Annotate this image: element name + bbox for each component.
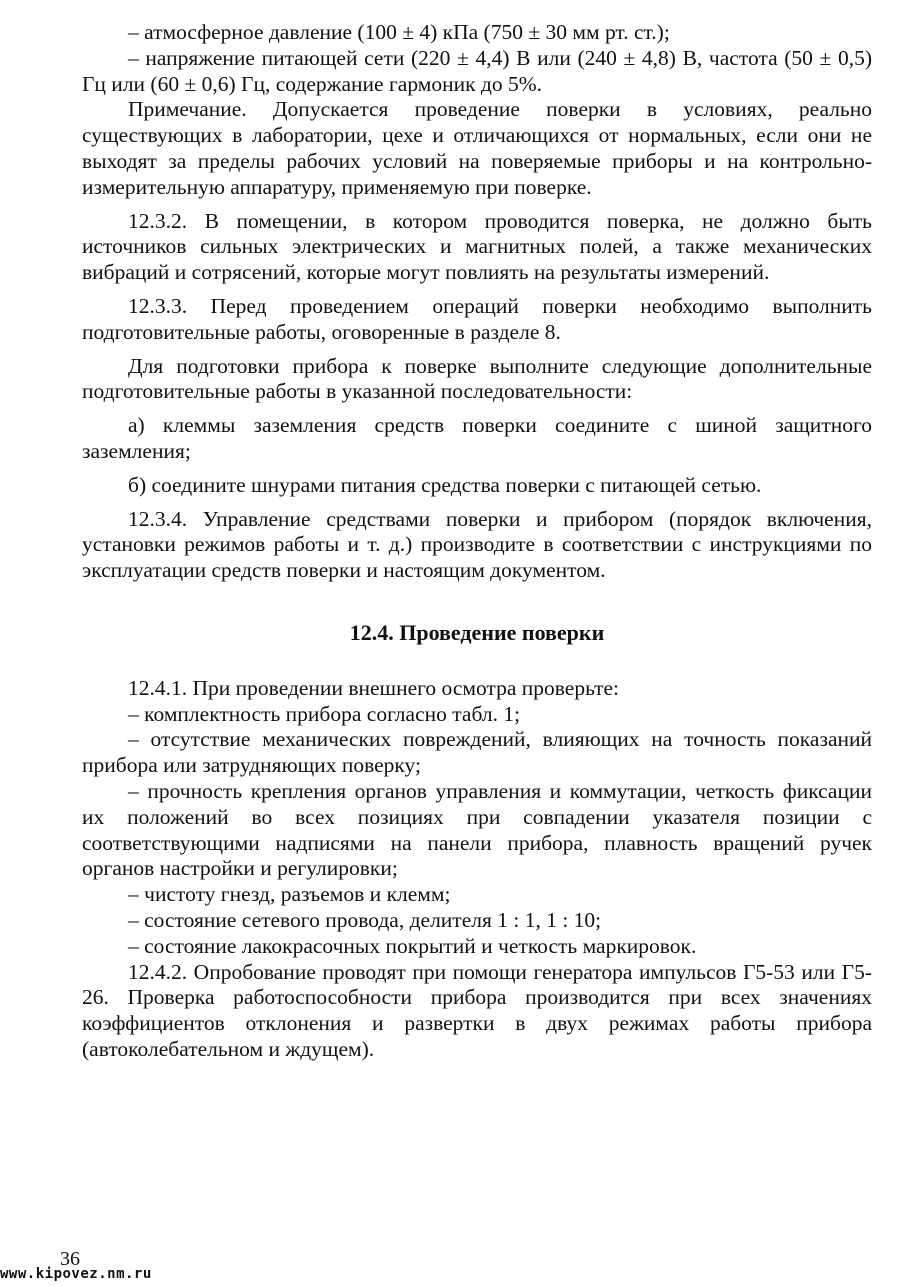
paragraph-p8: б) соедините шнурами питания средства поверки с питающей сетью. bbox=[128, 472, 762, 497]
paragraph-q3: – отсутствие механических повреждений, влияющих на точность показаний прибора или затрудняющих поверку; bbox=[82, 727, 872, 778]
paragraph-q1: 12.4.1. При проведении внешнего осмотра проверьте: bbox=[128, 675, 619, 700]
paragraph-p6: Для подготовки прибора к поверке выполните следующие дополнительные подготовительные работы в указанной последовательности: bbox=[82, 353, 872, 404]
paragraph-q7: – состояние лакокрасочных покрытий и четкость маркировок. bbox=[128, 933, 697, 958]
paragraph-q8: 12.4.2. Опробование проводят при помощи генератора импульсов Г5-53 или Г5-26. Проверка работоспособности прибора производится при всех значениях коэффициентов отклонения и развертки в двух режимах работы прибора (автоколебательном и ждущем). bbox=[82, 959, 872, 1061]
page-number: 36 bbox=[60, 1248, 80, 1270]
text-block-bottom bbox=[82, 676, 872, 1063]
paragraph-p9: 12.3.4. Управление средствами поверки и прибором (порядок включения, установки режимов работы и т. д.) производите в соответствии с инструкциями по эксплуатации средств поверки и настоящим документом. bbox=[82, 506, 872, 583]
paragraph-q5: – чистоту гнезд, разъемов и клемм; bbox=[128, 882, 451, 907]
paragraph-q6: – состояние сетевого провода, делителя 1 : 1, 1 : 10; bbox=[128, 907, 602, 932]
paragraph-p4: 12.3.2. В помещении, в котором проводится поверка, не должно быть источников сильных электрических и магнитных полей, а также механических вибраций и сотрясений, которые могут повлиять на результаты измерений. bbox=[82, 208, 872, 285]
paragraph-p2: – напряжение питающей сети (220 ± 4,4) В или (240 ± 4,8) В, частота (50 ± 0,5) Гц или (60 ± 0,6) Гц, содержание гармоник до 5%. bbox=[82, 45, 872, 96]
section-title: 12.4. Проведение поверки bbox=[349, 619, 605, 645]
paragraph-p3: Примечание. Допускается проведение поверки в условиях, реально существующих в лаборатории, цехе и отличающихся от нормальных, если они не выходят за пределы рабочих условий на поверяемые приборы и на контрольно-измерительную аппаратуру, применяемую при поверке. bbox=[82, 97, 872, 199]
site-watermark: www.kipovez.nm.ru bbox=[0, 1266, 152, 1282]
paragraph-q4: – прочность крепления органов управления и коммутации, четкость фиксации их положений во всех позициях при совпадении указателя позиции с соответствующими надписями на панели прибора, плавность вращений ручек органов настройки и регулировки; bbox=[82, 778, 872, 881]
paragraph-q2: – комплектность прибора согласно табл. 1; bbox=[128, 701, 521, 726]
paragraph-p1: – атмосферное давление (100 ± 4) кПа (750 ± 30 мм рт. ст.); bbox=[128, 20, 670, 44]
page-content bbox=[82, 20, 872, 1063]
text-block-top bbox=[82, 20, 872, 584]
paragraph-p7: а) клеммы заземления средств поверки соедините с шиной защитного заземления; bbox=[82, 413, 872, 463]
paragraph-p5: 12.3.3. Перед проведением операций поверки необходимо выполнить подготовительные работы, оговоренные в разделе 8. bbox=[82, 293, 872, 344]
